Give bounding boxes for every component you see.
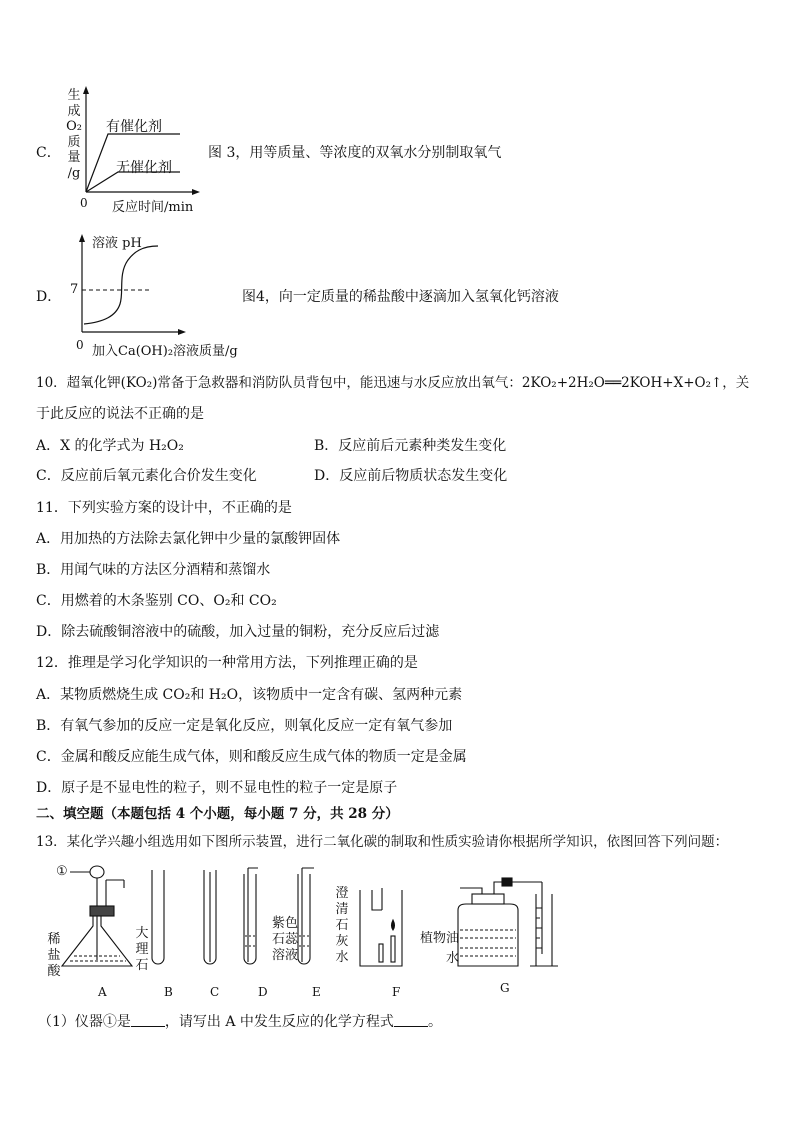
apparatus-drawing: [40, 858, 560, 998]
water-label: 水: [446, 951, 460, 966]
graph3-y-axis-label: 生 成 O₂ 质 量 /g: [66, 88, 82, 181]
apparatus-label-f: F: [392, 985, 401, 999]
apparatus-label-a: A: [98, 985, 107, 999]
section-2-title: 二、填空题（本题包括 4 个小题，每小题 7 分，共 28 分）: [36, 806, 399, 822]
graph4-x-axis-label: 加入Ca(OH)₂溶液质量/g: [92, 344, 238, 359]
curve-with-catalyst-label: 有催化剂: [106, 119, 162, 135]
q13-part-1: （1）仪器①是 ，请写出 A 中发生反应的化学方程式 。: [38, 1014, 442, 1030]
option-d-letter: D．: [36, 289, 62, 305]
q10-stem-line1: 10．超氧化钾(KO₂)常备于急救器和消防队员背包中，能迅速与水反应放出氧气：2KO₂+2H₂O══2KOH+X+O₂↑，关: [36, 375, 750, 391]
litmus-label: 紫色 石蕊 溶液: [272, 916, 299, 963]
q11-option-c[interactable]: C．用燃着的木条鉴别 CO、O₂和 CO₂: [36, 593, 277, 609]
curve-without-catalyst-label: 无催化剂: [116, 160, 172, 176]
q12-stem: 12．推理是学习化学知识的一种常用方法，下列推理正确的是: [36, 655, 418, 671]
answer-blank-2[interactable]: [394, 1014, 428, 1027]
answer-blank-1[interactable]: [131, 1014, 165, 1027]
apparatus-label-g: G: [500, 981, 510, 995]
q12-option-a[interactable]: A．某物质燃烧生成 CO₂和 H₂O，该物质中一定含有碳、氢两种元素: [36, 687, 463, 703]
acid-label: 稀 盐 酸: [47, 932, 61, 979]
q11-option-b[interactable]: B．用闻气味的方法区分酒精和蒸馏水: [36, 562, 271, 578]
graph4-caption: 图4，向一定质量的稀盐酸中逐滴加入氢氧化钙溶液: [242, 289, 559, 305]
q12-option-b[interactable]: B．有氧气参加的反应一定是氧化反应，则氧化反应一定有氧气参加: [36, 718, 453, 734]
graph4-origin: 0: [76, 338, 84, 352]
q11-option-a[interactable]: A．用加热的方法除去氯化钾中少量的氯酸钾固体: [36, 531, 341, 547]
q13-stem: 13．某化学兴趣小组选用如下图所示装置，进行二氧化碳的制取和性质实验请你根据所学知识，依图回答下列问题：: [36, 834, 729, 850]
instrument-1-marker: ①: [56, 864, 68, 879]
ph-curve: [84, 246, 158, 324]
graph4-y-axis-label: 溶液 pH: [92, 236, 142, 251]
q11-option-d[interactable]: D．除去硫酸铜溶液中的硫酸，加入过量的铜粉，充分反应后过滤: [36, 624, 440, 640]
marble-label: 大 理 石: [135, 926, 149, 973]
graph3-caption: 图 3，用等质量、等浓度的双氧水分别制取氧气: [208, 145, 502, 161]
oil-label: 植物油: [420, 931, 460, 946]
apparatus-label-b: B: [164, 985, 173, 999]
q10-stem-line2: 于此反应的说法不正确的是: [36, 406, 204, 422]
apparatus-label-e: E: [312, 985, 321, 999]
q12-option-d[interactable]: D．原子是不显电性的粒子，则不显电性的粒子一定是原子: [36, 780, 398, 796]
graph4-tick-7: 7: [70, 282, 79, 297]
option-c-letter: C．: [36, 145, 61, 161]
apparatus-label-d: D: [258, 985, 268, 999]
q10-option-c[interactable]: C．反应前后氧元素化合价发生变化: [36, 468, 257, 484]
q12-option-c[interactable]: C．金属和酸反应能生成气体，则和酸反应生成气体的物质一定是金属: [36, 749, 467, 765]
q10-option-b[interactable]: B．反应前后元素种类发生变化: [314, 438, 507, 454]
graph3-axes: [80, 86, 200, 196]
q10-option-d[interactable]: D．反应前后物质状态发生变化: [314, 468, 508, 484]
graph3-origin: 0: [80, 196, 88, 210]
limewater-label: 澄 清 石 灰 水: [335, 886, 349, 965]
q11-stem: 11．下列实验方案的设计中，不正确的是: [36, 500, 292, 516]
apparatus-label-c: C: [210, 985, 220, 999]
q10-option-a[interactable]: A．X 的化学式为 H₂O₂: [36, 438, 184, 454]
graph3-x-axis-label: 反应时间/min: [112, 200, 194, 215]
